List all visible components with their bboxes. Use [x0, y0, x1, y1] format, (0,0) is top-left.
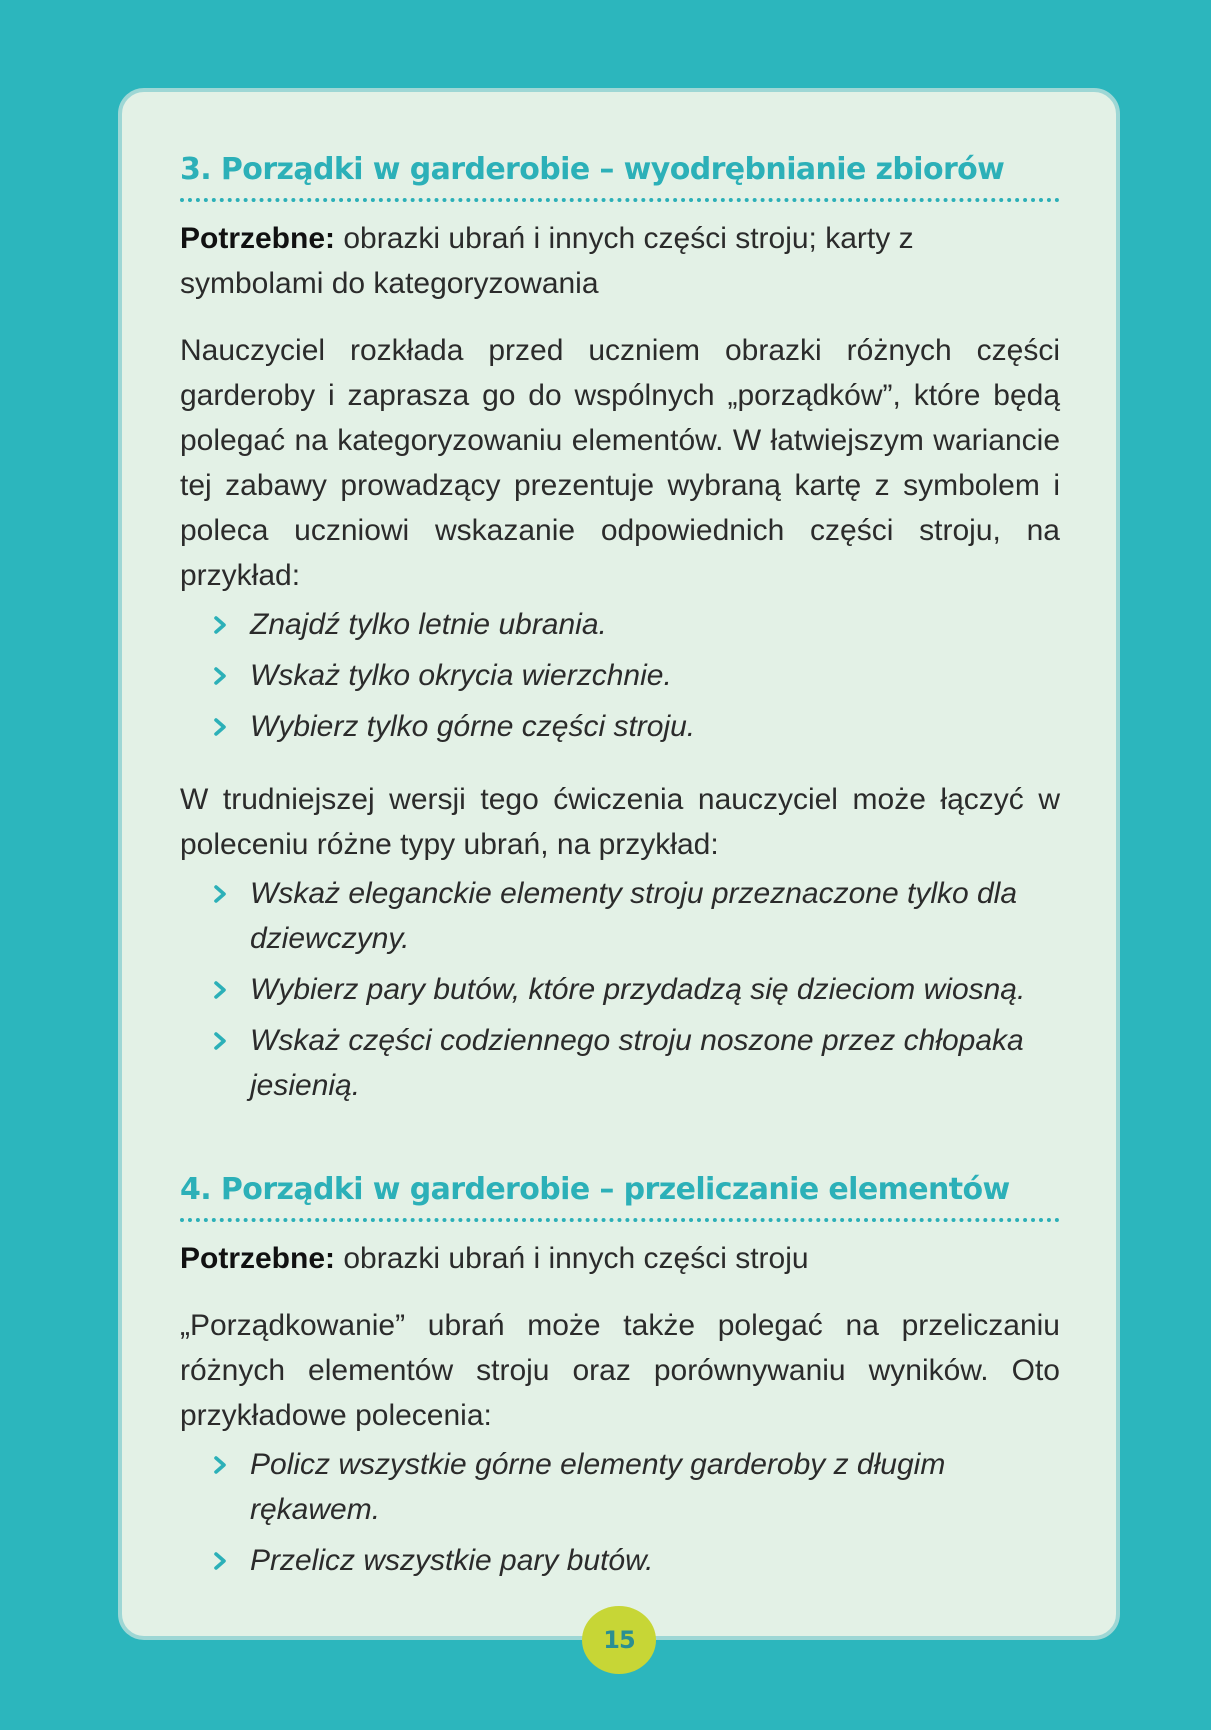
list-item: [180, 653, 1060, 698]
list-item-text: Wybierz pary butów, które przydadzą się dzieciom wiosną.: [250, 973, 1026, 1006]
section-3-list-2: [180, 871, 1060, 1108]
list-item-text: Wskaż eleganckie elementy stroju przeznaczone tylko dla dziewczyny.: [250, 877, 1018, 955]
needed-label: Potrzebne:: [180, 1242, 336, 1275]
chevron-right-icon: [210, 884, 230, 904]
section-4-dotted-divider: [180, 1218, 1060, 1222]
list-item: [180, 1538, 1060, 1583]
section-4-title: 4. Porządki w garderobie – przeliczanie elementów: [180, 1172, 1010, 1207]
chevron-right-icon: [210, 717, 230, 737]
section-4-list-1: [180, 1442, 1060, 1583]
section-4-paragraph-1: „Porządkowanie” ubrań może także polegać na przeliczaniu różnych elementów stroju oraz porównywaniu wyników. Oto przykładowe polecenia:: [180, 1309, 1060, 1432]
section-3-needed: [180, 216, 1060, 306]
chevron-right-icon: [210, 615, 230, 635]
chevron-right-icon: [210, 1551, 230, 1571]
section-3-paragraph-2: W trudniejszej wersji tego ćwiczenia nauczyciel może łączyć w poleceniu różne typy ubrań, na przykład:: [180, 783, 1060, 861]
chevron-right-icon: [210, 1455, 230, 1475]
chevron-right-icon: [210, 980, 230, 1000]
section-3-list-1: [180, 602, 1060, 749]
chevron-right-icon: [210, 1031, 230, 1051]
list-item: [180, 967, 1060, 1012]
page-number-badge: 15: [582, 1606, 656, 1674]
list-item: [180, 602, 1060, 647]
section-3-paragraph-1: Nauczyciel rozkłada przed uczniem obrazki różnych części garderoby i zaprasza go do wspólnych „porządków”, które będą polegać na kategoryzowaniu elementów. W łatwiejszym wariancie tej zabawy prowadzący prezentuje wybraną kartę z symbolem i poleca uczniowi wskazanie odpowiednich części stroju, na przykład:: [180, 334, 1060, 592]
needed-label: Potrzebne:: [180, 222, 336, 255]
list-item-text: Wybierz tylko górne części stroju.: [250, 710, 696, 743]
list-item: [180, 1018, 1060, 1108]
list-item-text: Znajdź tylko letnie ubrania.: [250, 608, 607, 641]
section-4-needed: [180, 1236, 1060, 1281]
list-item-text: Wskaż tylko okrycia wierzchnie.: [250, 659, 672, 692]
chevron-right-icon: [210, 666, 230, 686]
list-item: [180, 704, 1060, 749]
list-item-text: Policz wszystkie górne elementy garderoby z długim rękawem.: [250, 1448, 946, 1526]
list-item-text: Przelicz wszystkie pary butów.: [250, 1544, 654, 1577]
section-4: [180, 1170, 1060, 1583]
section-3: [180, 150, 1060, 1108]
needed-text: obrazki ubrań i innych części stroju: [335, 1242, 809, 1275]
list-item: [180, 871, 1060, 961]
section-3-title: 3. Porządki w garderobie – wyodrębnianie zbiorów: [180, 152, 1005, 187]
list-item: [180, 1442, 1060, 1532]
needed-text: obrazki ubrań i innych części stroju; karty z symbolami do kategoryzowania: [180, 222, 914, 300]
list-item-text: Wskaż części codziennego stroju noszone przez chłopaka jesienią.: [250, 1024, 1024, 1102]
page-content: [180, 150, 1060, 1589]
section-3-dotted-divider: [180, 198, 1060, 202]
